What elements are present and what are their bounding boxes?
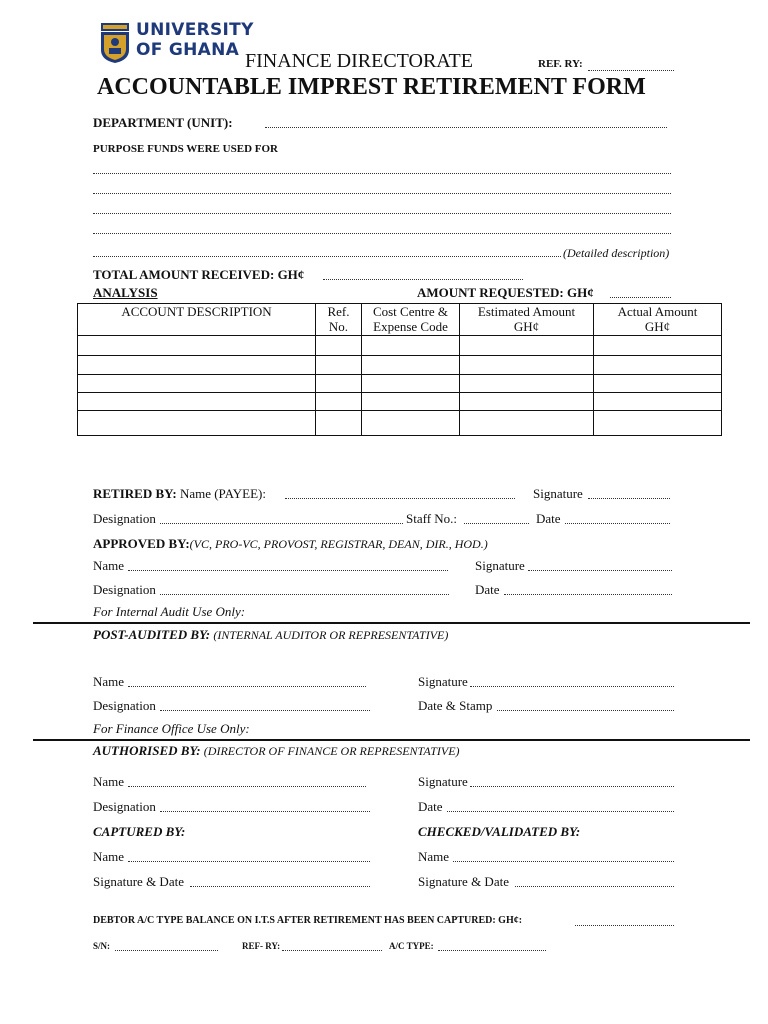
authorised-signature-field[interactable]: [470, 786, 674, 787]
retired-designation-label: Designation: [93, 511, 156, 526]
purpose-line-4[interactable]: [93, 233, 671, 234]
retired-by-line: RETIRED BY: Name (PAYEE):: [93, 486, 266, 501]
footer-ref-label: REF- RY:: [242, 941, 281, 951]
approved-signature-label: Signature: [475, 558, 525, 573]
checked-name-field[interactable]: [453, 861, 674, 862]
captured-name-label: Name: [93, 849, 125, 864]
authorised-designation-label: Designation: [93, 799, 156, 814]
authorised-by-heading: AUTHORISED BY: (DIRECTOR OF FINANCE OR REPRESENTATIVE): [93, 743, 460, 758]
table-cell[interactable]: [594, 375, 722, 393]
retired-signature-label: Signature: [533, 486, 583, 501]
department-label: DEPARTMENT (UNIT):: [93, 115, 233, 130]
debtor-balance-label: DEBTOR A/C TYPE BALANCE ON I.T.S AFTER RETIREMENT HAS BEEN CAPTURED: GH¢:: [93, 915, 523, 926]
logo-text-line1: UNIVERSITY: [136, 20, 254, 40]
table-row: [78, 411, 722, 436]
table-cell[interactable]: [460, 393, 594, 411]
purpose-line-1[interactable]: [93, 173, 671, 174]
finance-office-note: For Finance Office Use Only:: [93, 721, 250, 736]
authorised-name-label: Name: [93, 774, 125, 789]
table-cell[interactable]: [460, 411, 594, 436]
approved-designation-label: Designation: [93, 582, 156, 597]
table-cell[interactable]: [78, 336, 316, 356]
table-row: [78, 356, 722, 375]
internal-audit-note: For Internal Audit Use Only:: [93, 604, 246, 619]
table-cell[interactable]: [594, 356, 722, 375]
crest-icon: [100, 22, 130, 64]
footer-ref-field[interactable]: [282, 950, 382, 951]
col-actual-amount: Actual Amount GH¢: [594, 304, 722, 336]
captured-sig-date-label: Signature & Date: [93, 874, 184, 889]
table-cell[interactable]: [316, 356, 362, 375]
section-divider: [33, 739, 750, 741]
staff-no-label: Staff No.:: [406, 511, 458, 526]
captured-sig-date-field[interactable]: [190, 886, 370, 887]
table-cell[interactable]: [362, 393, 460, 411]
audit-signature-field[interactable]: [470, 686, 674, 687]
captured-name-field[interactable]: [128, 861, 370, 862]
purpose-line-2[interactable]: [93, 193, 671, 194]
table-cell[interactable]: [78, 411, 316, 436]
checked-by-heading: CHECKED/VALIDATED BY:: [418, 824, 581, 839]
authorised-date-label: Date: [418, 799, 443, 814]
checked-name-label: Name: [418, 849, 450, 864]
table-cell[interactable]: [460, 356, 594, 375]
payee-name-field[interactable]: [285, 498, 515, 499]
captured-by-heading: CAPTURED BY:: [93, 824, 186, 839]
checked-sig-date-field[interactable]: [515, 886, 674, 887]
authorised-date-field[interactable]: [447, 811, 674, 812]
retired-signature-field[interactable]: [588, 498, 670, 499]
approved-name-field[interactable]: [128, 570, 448, 571]
table-cell[interactable]: [362, 375, 460, 393]
university-logo: [100, 20, 254, 68]
col-account-description: ACCOUNT DESCRIPTION: [78, 304, 316, 336]
audit-designation-label: Designation: [93, 698, 156, 713]
debtor-balance-field[interactable]: [575, 925, 674, 926]
authorised-designation-field[interactable]: [160, 811, 370, 812]
table-cell[interactable]: [316, 393, 362, 411]
form-title: ACCOUNTABLE IMPREST RETIREMENT FORM: [97, 74, 646, 100]
section-divider: [33, 622, 750, 624]
authorised-name-field[interactable]: [128, 786, 366, 787]
table-row: [78, 375, 722, 393]
table-cell[interactable]: [594, 336, 722, 356]
audit-name-label: Name: [93, 674, 125, 689]
retired-designation-field[interactable]: [160, 523, 403, 524]
total-received-field[interactable]: [323, 279, 523, 280]
sn-field[interactable]: [115, 950, 218, 951]
approved-date-label: Date: [475, 582, 500, 597]
table-cell[interactable]: [594, 393, 722, 411]
approved-signature-field[interactable]: [528, 570, 672, 571]
approved-name-label: Name: [93, 558, 125, 573]
table-cell[interactable]: [460, 375, 594, 393]
logo-text-line2: OF GHANA: [136, 40, 240, 60]
ref-ry-label: REF. RY:: [538, 58, 583, 70]
table-cell[interactable]: [78, 356, 316, 375]
table-cell[interactable]: [362, 356, 460, 375]
directorate-title: FINANCE DIRECTORATE: [245, 50, 473, 72]
table-cell[interactable]: [316, 375, 362, 393]
approved-date-field[interactable]: [504, 594, 672, 595]
table-row: [78, 393, 722, 411]
audit-signature-label: Signature: [418, 674, 468, 689]
table-cell[interactable]: [78, 375, 316, 393]
table-header-row: [78, 304, 722, 336]
post-audited-heading: POST-AUDITED BY: (INTERNAL AUDITOR OR REPRESENTATIVE): [93, 627, 449, 642]
total-received-label: TOTAL AMOUNT RECEIVED: GH¢: [93, 267, 305, 282]
retired-date-label: Date: [536, 511, 561, 526]
col-cost-centre: Cost Centre & Expense Code: [362, 304, 460, 336]
audit-date-stamp-label: Date & Stamp: [418, 698, 493, 713]
audit-name-field[interactable]: [128, 686, 366, 687]
table-cell[interactable]: [362, 336, 460, 356]
analysis-table: [77, 303, 722, 436]
purpose-label: PURPOSE FUNDS WERE USED FOR: [93, 143, 278, 155]
col-estimated-amount: Estimated Amount GH¢: [460, 304, 594, 336]
purpose-line-3[interactable]: [93, 213, 671, 214]
amount-requested-field[interactable]: [610, 297, 671, 298]
table-cell[interactable]: [316, 411, 362, 436]
staff-no-field[interactable]: [464, 523, 529, 524]
audit-designation-field[interactable]: [160, 710, 370, 711]
authorised-signature-label: Signature: [418, 774, 468, 789]
table-cell[interactable]: [460, 336, 594, 356]
checked-sig-date-label: Signature & Date: [418, 874, 509, 889]
table-cell[interactable]: [78, 393, 316, 411]
audit-date-stamp-field[interactable]: [497, 710, 674, 711]
ac-type-label: A/C TYPE:: [389, 941, 434, 951]
purpose-line-5[interactable]: [93, 256, 561, 257]
ac-type-field[interactable]: [438, 950, 546, 951]
sn-label: S/N:: [93, 941, 111, 951]
ref-ry-field[interactable]: [588, 70, 674, 71]
table-cell[interactable]: [594, 411, 722, 436]
approved-designation-field[interactable]: [160, 594, 449, 595]
amount-requested-label: AMOUNT REQUESTED: GH¢: [417, 285, 594, 300]
table-row: [78, 336, 722, 356]
table-cell[interactable]: [362, 411, 460, 436]
col-ref-no: Ref. No.: [316, 304, 362, 336]
table-cell[interactable]: [316, 336, 362, 356]
retired-date-field[interactable]: [565, 523, 670, 524]
department-field[interactable]: [265, 127, 667, 128]
analysis-label: ANALYSIS: [93, 285, 158, 300]
approved-by-heading: APPROVED BY:(VC, PRO-VC, PROVOST, REGISTRAR, DEAN, DIR., HOD.): [93, 536, 488, 551]
detailed-description-note: (Detailed description): [563, 246, 670, 260]
